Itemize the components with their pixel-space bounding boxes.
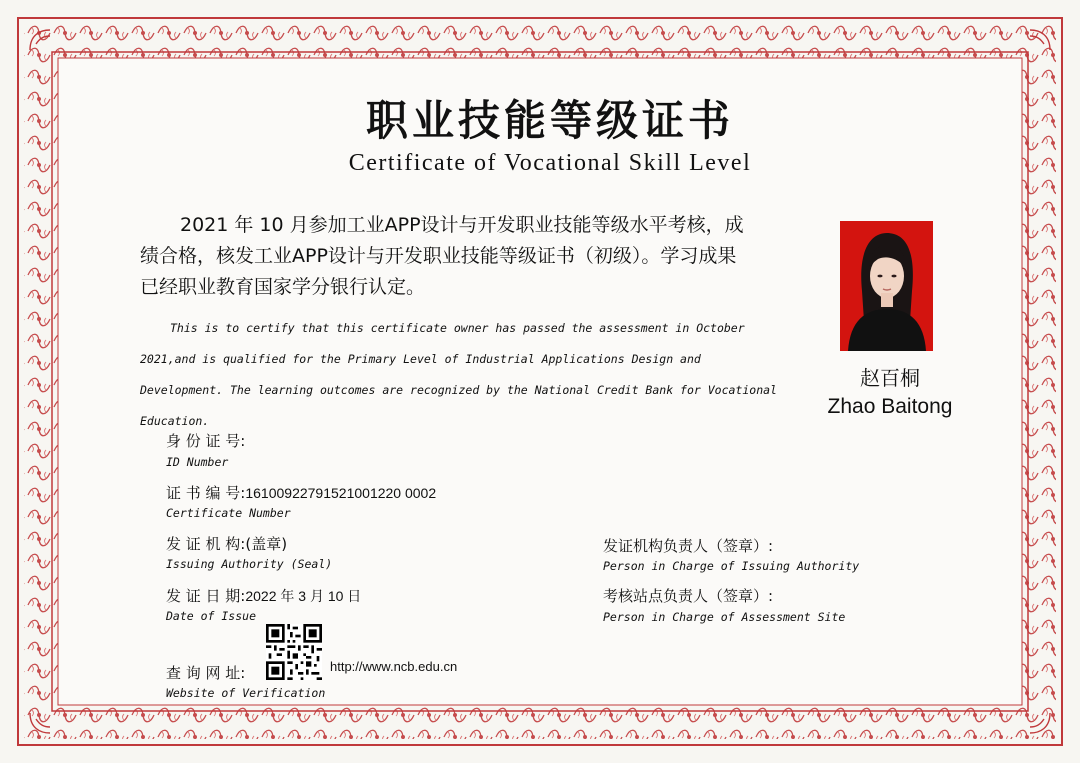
issuer-person-label-zh: 发证机构负责人（签章）: xyxy=(603,537,774,555)
body-en-line: This is to certify that this certificate owner has passed the assessment in October xyxy=(170,321,745,335)
date-of-issue-value: 2022 年 3 月 10 日 xyxy=(245,588,362,604)
issuing-authority-label-zh: 发 证 机 构:(盖章) xyxy=(166,535,288,553)
date-of-issue-label-en: Date of Issue xyxy=(166,609,257,623)
id-number-label xyxy=(166,430,245,451)
certificate-title-zh: 职业技能等级证书 xyxy=(365,96,734,145)
verification-website-label-zh: 查 询 网 址: xyxy=(166,664,246,682)
certificate-number-label-zh: 证 书 编 号: xyxy=(166,484,246,502)
body-en-line: Development. The learning outcomes are recognized by the National Credit Bank for Vocational xyxy=(140,383,777,397)
certificate-title-en: Certificate of Vocational Skill Level xyxy=(348,150,752,176)
certificate-body-zh xyxy=(140,210,800,303)
certificate-number-row xyxy=(166,482,436,503)
date-of-issue-label-zh: 发 证 日 期: xyxy=(166,587,246,605)
body-zh-line: 已经职业教育国家学分银行认定。 xyxy=(140,276,426,298)
site-person-label-zh: 考核站点负责人（签章）: xyxy=(603,587,774,605)
issuer-person-label-en: Person in Charge of Issuing Authority xyxy=(603,559,860,573)
holder-name-en: Zhao Baitong xyxy=(827,395,953,418)
certificate-number-value: 16100922791521001220 0002 xyxy=(245,485,437,501)
id-number-label-en: ID Number xyxy=(166,455,229,469)
holder-name-zh: 赵百桐 xyxy=(860,366,920,390)
verification-url-link[interactable]: http://www.ncb.edu.cn xyxy=(330,659,458,674)
portrait-photo xyxy=(840,221,933,351)
body-zh-line: 2021 年 10 月参加工业APP设计与开发职业技能等级水平考核，成 xyxy=(180,214,744,236)
certificate-body-en xyxy=(140,313,800,437)
site-person-label-en: Person in Charge of Assessment Site xyxy=(603,610,846,624)
date-of-issue-row xyxy=(166,585,361,606)
body-en-line: Education. xyxy=(140,414,210,428)
certificate-number-label-en: Certificate Number xyxy=(166,506,291,520)
body-zh-line: 绩合格，核发工业APP设计与开发职业技能等级证书（初级）。学习成果 xyxy=(140,245,737,267)
verification-website-label-en: Website of Verification xyxy=(166,686,326,700)
issuing-authority-label-en: Issuing Authority (Seal) xyxy=(166,557,333,571)
id-number-label-zh: 身 份 证 号: xyxy=(166,432,246,450)
body-en-line: 2021,and is qualified for the Primary Level of Industrial Applications Design and xyxy=(140,352,701,366)
qr-code-icon[interactable] xyxy=(266,624,322,680)
